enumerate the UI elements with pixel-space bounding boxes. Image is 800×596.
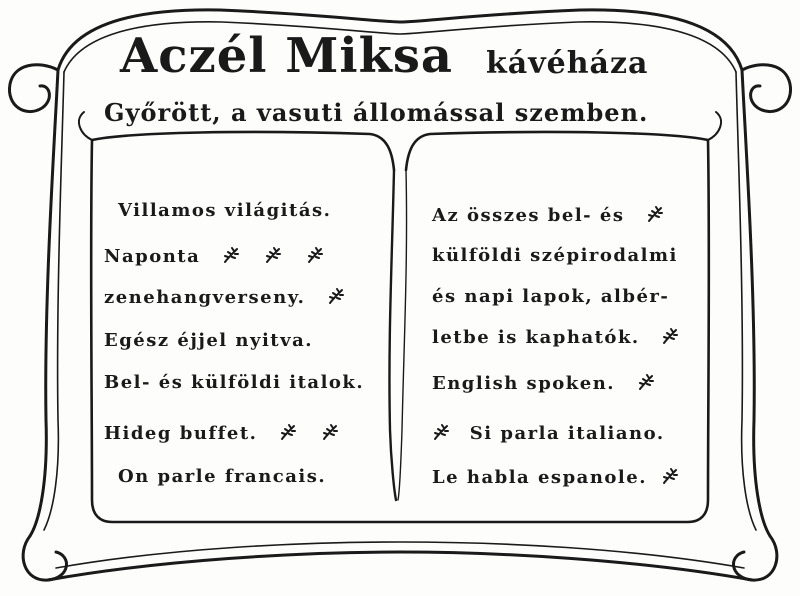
list-item: Az összes bel- és — [432, 204, 666, 226]
cafe-name-suffix: kávéháza — [486, 46, 649, 81]
leaf-ornament-icon — [661, 326, 681, 346]
list-item: English spoken. — [432, 372, 657, 394]
list-item: Bel- és külföldi italok. — [104, 372, 365, 393]
list-item: On parle francais. — [118, 466, 327, 487]
leaf-ornament-icon — [264, 245, 284, 265]
list-item: letbe is kaphatók. — [432, 326, 681, 348]
address-line: Győrött, a vasuti állomással szemben. — [104, 98, 649, 127]
list-item: Le habla espanole. — [432, 466, 681, 488]
leaf-ornament-icon — [321, 422, 341, 442]
leaf-ornament-icon — [646, 204, 666, 224]
list-item: Villamos világitás. — [118, 200, 332, 221]
leaf-ornament-icon — [661, 466, 681, 486]
list-item: Si parla italiano. — [432, 422, 665, 444]
leaf-ornament-icon — [222, 245, 242, 265]
leaf-ornament-icon — [637, 372, 657, 392]
list-item: külföldi szépirodalmi — [432, 245, 678, 266]
list-item: és napi lapok, albér- — [432, 286, 670, 307]
list-item: Egész éjjel nyitva. — [104, 330, 314, 351]
list-item: Naponta — [104, 245, 326, 267]
list-item: Hideg buffet. — [104, 422, 341, 444]
leaf-ornament-icon — [306, 245, 326, 265]
leaf-ornament-icon — [327, 286, 347, 306]
list-item: zenehangverseny. — [104, 286, 347, 308]
leaf-ornament-icon — [432, 422, 452, 442]
cafe-name: Aczél Miksa — [120, 28, 453, 84]
leaf-ornament-icon — [279, 422, 299, 442]
